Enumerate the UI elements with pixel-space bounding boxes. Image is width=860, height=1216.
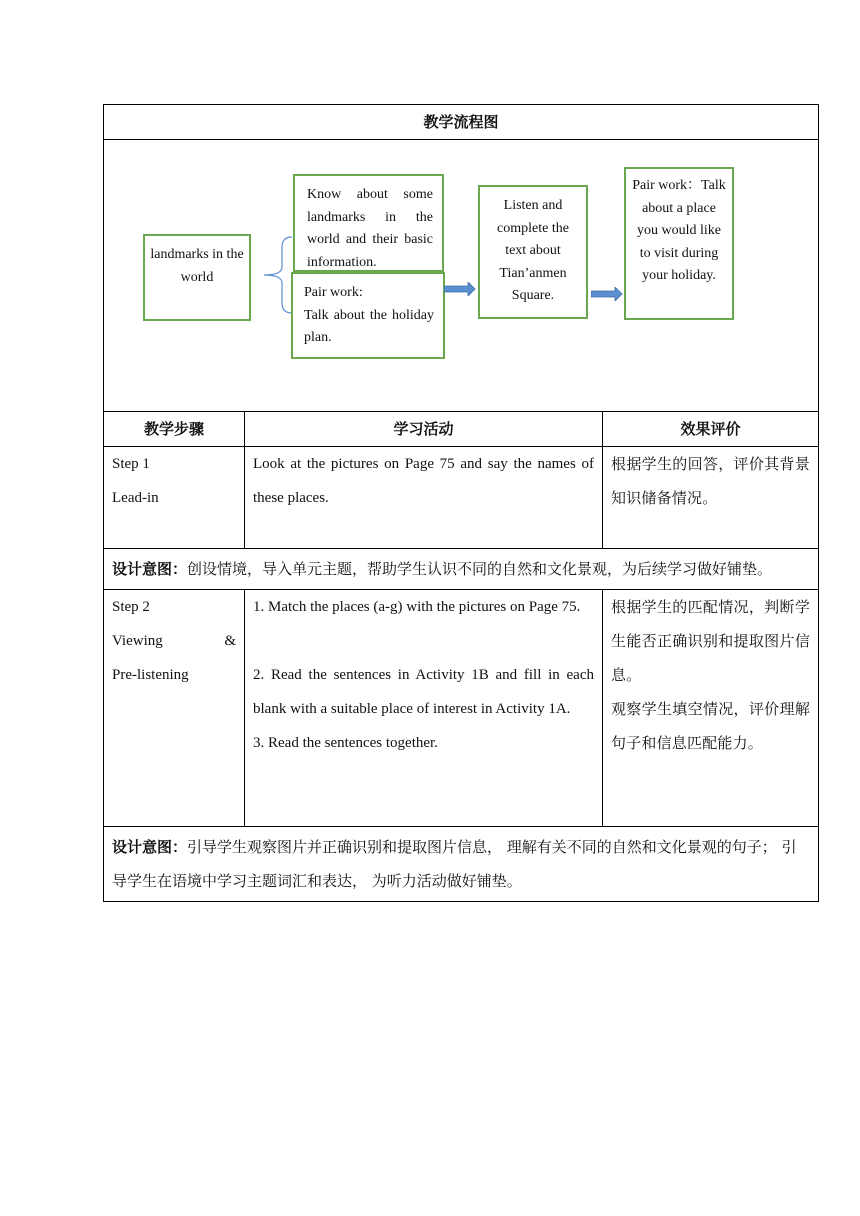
pair-work-text: Talk about the holiday plan. xyxy=(304,307,434,345)
arrow-right-icon xyxy=(444,282,476,296)
lesson-plan-table xyxy=(103,104,819,902)
arrow-right-icon xyxy=(591,287,623,301)
step1-title: Lead-in xyxy=(112,490,159,506)
step1-activity: Look at the pictures on Page 75 and say the names of these places. xyxy=(245,447,603,549)
step2-number: Step 2 xyxy=(112,599,150,615)
step2-activity-1: 1. Match the places (a-g) with the pictures on Page 75. xyxy=(253,599,581,615)
flowchart xyxy=(104,140,819,411)
flow-box-start: landmarks in the world xyxy=(143,234,251,321)
header-step: 教学步骤 xyxy=(104,412,245,447)
step2-evaluation xyxy=(603,590,819,827)
step1-evaluation: 根据学生的回答，评价其背景知识储备情况。 xyxy=(603,447,819,549)
step1-number: Step 1 xyxy=(112,456,150,472)
flow-box-know-landmarks: Know about some landmarks in the world and their basic information. xyxy=(293,174,444,272)
step2-intent xyxy=(104,827,819,902)
table-title: 教学流程图 xyxy=(104,105,819,140)
step2-cell xyxy=(104,590,245,827)
step2-activity-2: 2. Read the sentences in Activity 1B and fill in each blank with a suitable place of interest in Activity 1A. xyxy=(253,667,594,717)
header-evaluation: 效果评价 xyxy=(603,412,819,447)
pair-work-label: Pair work: xyxy=(304,285,363,300)
step1-intent xyxy=(104,549,819,590)
step2-activity-3: 3. Read the sentences together. xyxy=(253,735,438,751)
intent-text: 引导学生观察图片并正确识别和提取图片信息， 理解有关不同的自然和文化景观的句子； 引导学生在语境中学习主题词汇和表达， 为听力活动做好铺垫。 xyxy=(112,838,797,890)
step2-title-line xyxy=(112,624,236,658)
header-activity: 学习活动 xyxy=(245,412,603,447)
intent-label: 设计意图： xyxy=(112,838,188,856)
step2-evaluation-1: 根据学生的匹配情况，判断学生能否正确识别和提取图片信息。 xyxy=(611,598,811,684)
flow-box-final: Pair work：Talk about a place you would like to visit during your holiday. xyxy=(624,167,734,320)
intent-text: 创设情境，导入单元主题，帮助学生认识不同的自然和文化景观，为后续学习做好铺垫。 xyxy=(187,560,773,578)
flowchart-cell xyxy=(104,140,819,412)
step2-title-prelistening: Pre-listening xyxy=(112,667,189,683)
flow-box-listen: Listen and complete the text about Tian’anmen Square. xyxy=(478,185,588,319)
flow-box-pair-work-plan xyxy=(291,272,445,359)
step2-activity xyxy=(245,590,603,827)
step2-title-viewing: Viewing xyxy=(112,633,163,649)
step2-title-amp: & xyxy=(224,633,236,649)
intent-label: 设计意图： xyxy=(112,560,188,578)
step2-evaluation-2: 观察学生填空情况，评价理解句子和信息匹配能力。 xyxy=(611,700,811,752)
step1-cell xyxy=(104,447,245,549)
